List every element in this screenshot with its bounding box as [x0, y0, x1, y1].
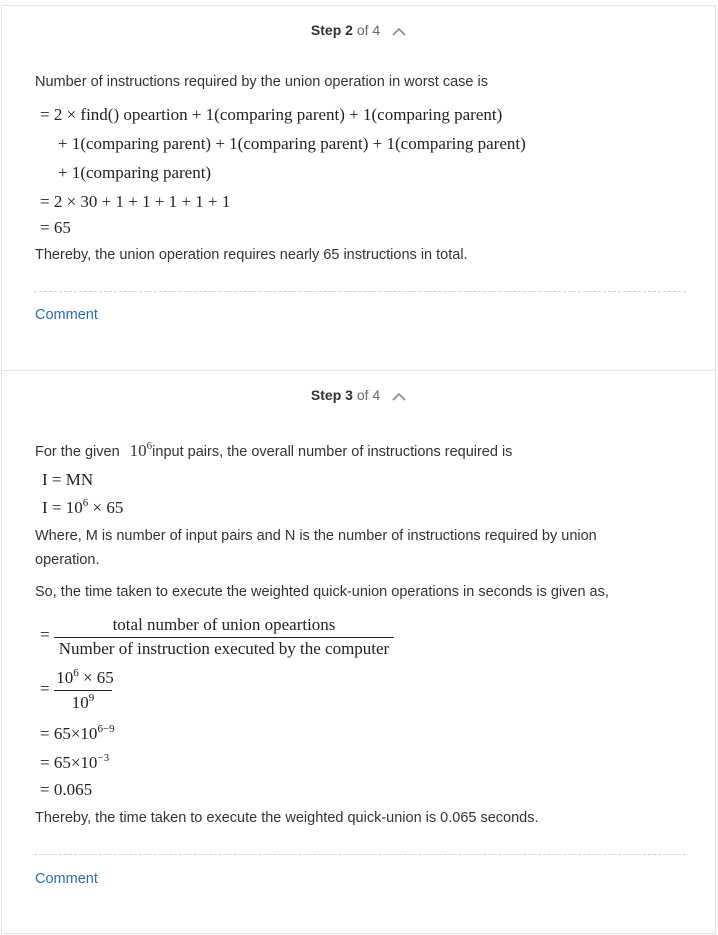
intro-text-b: input pairs, the overall number of instructions required is — [152, 444, 513, 460]
step-2-eq-line-4: = 2 × 30 + 1 + 1 + 1 + 1 + 1 — [40, 192, 231, 211]
fraction-1 — [54, 615, 394, 661]
intro-text-a: For the given — [35, 444, 120, 460]
step-3-conclusion: Thereby, the time taken to execute the weighted quick-union is 0.065 seconds. — [35, 810, 539, 826]
intro-math — [130, 441, 153, 460]
step-2-number: 2 — [345, 22, 353, 38]
chevron-up-icon[interactable] — [392, 392, 406, 401]
comment-link[interactable]: Comment — [35, 871, 98, 887]
fraction-1-bar — [54, 637, 394, 638]
step-2-conclusion: Thereby, the union operation requires nearly 65 instructions in total. — [35, 247, 468, 263]
fraction-2-den-base: 10 — [71, 693, 89, 712]
step-2-eq-line-1: = 2 × find() opeartion + 1(comparing parent) + 1(comparing parent) — [40, 105, 503, 124]
eq-65-exp-diff-base: = 65×10 — [40, 724, 98, 743]
fraction-2-den-exp: 9 — [88, 692, 95, 704]
fraction-1-numerator: total number of union opeartions — [112, 615, 336, 634]
eq-i-mn: I = MN — [42, 470, 94, 489]
fraction-2-bar — [54, 690, 112, 691]
fraction-2 — [54, 667, 116, 713]
step-3-header[interactable] — [2, 387, 715, 403]
eq-result: = 0.065 — [40, 780, 93, 799]
step-3-label: Step — [310, 387, 342, 403]
eq-65-exp-neg3-base: = 65×10 — [40, 753, 98, 772]
eq-i-value-exp: 6 — [82, 497, 89, 509]
eq-65-exp-neg3 — [40, 752, 109, 773]
eq-i-value-base: I = 10 — [42, 498, 83, 517]
intro-math-base: 10 — [129, 441, 147, 460]
fraction-2-num-exp: 6 — [73, 667, 79, 679]
where-line-2: operation. — [35, 552, 100, 568]
step-3-number: 3 — [345, 387, 353, 403]
step-3-card — [1, 370, 716, 934]
step-2-eq-line-2: + 1(comparing parent) + 1(comparing parent) + 1(comparing parent) — [58, 134, 526, 153]
fraction-2-denominator — [54, 692, 112, 713]
eq-i-value-tail: × 65 — [88, 498, 124, 517]
divider — [34, 291, 686, 292]
eq-i-value — [42, 497, 123, 518]
step-2-total: of 4 — [356, 22, 381, 38]
step-2-intro: Number of instructions required by the union operation in worst case is — [35, 74, 488, 90]
so-line: So, the time taken to execute the weighted quick-union operations in seconds is given as, — [35, 584, 609, 600]
chevron-up-icon[interactable] — [392, 27, 406, 36]
fraction-1-denominator: Number of instruction executed by the computer — [58, 639, 390, 658]
comment-link[interactable]: Comment — [35, 307, 98, 323]
step-2-eq-line-3: + 1(comparing parent) — [58, 163, 212, 182]
where-line-1: Where, M is number of input pairs and N is the number of instructions required by union — [35, 528, 597, 544]
fraction-2-numerator — [54, 667, 116, 688]
eq-65-exp-neg3-exp: −3 — [97, 752, 110, 764]
fraction-2-num-tail: × 65 — [78, 668, 114, 687]
step-3-total: of 4 — [356, 387, 381, 403]
eq-65-exp-diff — [40, 723, 115, 744]
fraction-2-num-base: 10 — [56, 668, 74, 687]
step-2-card — [1, 5, 716, 370]
equals-sign: = — [40, 679, 50, 698]
divider — [34, 854, 686, 855]
step-2-eq-line-5: = 65 — [40, 218, 71, 237]
intro-math-exp: 6 — [146, 440, 153, 452]
eq-65-exp-diff-exp: 6−9 — [97, 723, 115, 735]
step-3-intro — [35, 440, 512, 461]
equals-sign: = — [40, 625, 50, 644]
step-2-label: Step — [310, 22, 342, 38]
step-2-header[interactable] — [2, 22, 715, 38]
